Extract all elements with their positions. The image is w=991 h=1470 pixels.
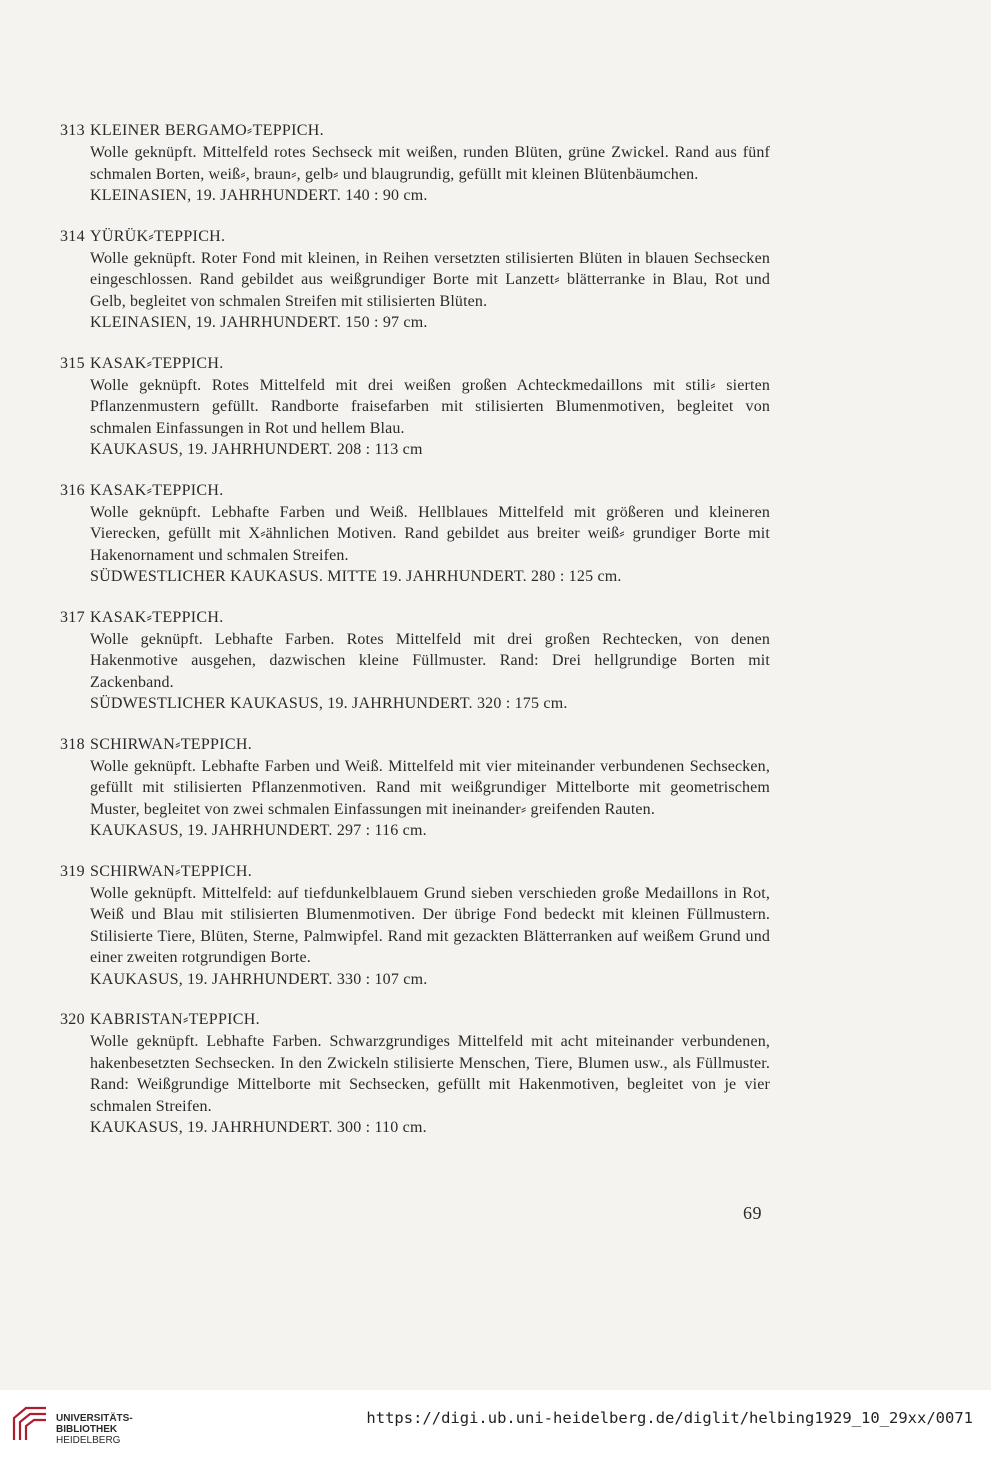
catalog-entry <box>60 734 770 842</box>
entry-description: Wolle geknüpft. Mittelfeld rotes Sechseck mit weißen, runden Blüten, grüne Zwickel. Rand aus fünf schmalen Borten, weiß⸗, braun⸗, gelb⸗ und blaugrundig, gefüllt mit kleinen Blütenbäumchen. <box>90 144 770 183</box>
entry-number: 316 <box>60 481 85 499</box>
library-name <box>56 1413 133 1446</box>
catalog-entry <box>60 861 770 991</box>
permalink-url[interactable]: https://digi.ub.uni-heidelberg.de/diglit/helbing1929_10_29xx/0071 <box>366 1409 973 1427</box>
entry-heading <box>60 226 770 248</box>
catalog-entry <box>60 226 770 334</box>
entry-title: KABRISTAN⸗TEPPICH. <box>90 1011 260 1028</box>
page-number: 69 <box>743 1203 762 1223</box>
entry-number: 313 <box>60 122 85 139</box>
entry-description: Wolle geknüpft. Lebhafte Farben und Weiß. Hellblaues Mittelfeld mit größeren und kleineren Vierecken, gefüllt mit X⸗ähnlichen Motiven. Rand gebildet aus breiter weiß⸗ grundiger Borte mit Hakenornament und schmalen Streifen. <box>90 503 770 564</box>
footer-bar <box>0 1390 991 1470</box>
entry-origin: KLEINASIEN, 19. JAHRHUNDERT. 150 : 97 cm. <box>90 314 428 331</box>
catalog-entry <box>60 607 770 715</box>
entry-number: 319 <box>60 862 85 880</box>
entry-origin: KLEINASIEN, 19. JAHRHUNDERT. 140 : 90 cm. <box>90 187 428 204</box>
university-library-logo-icon <box>10 1404 50 1449</box>
entry-heading <box>60 607 770 629</box>
entry-number: 315 <box>60 354 85 372</box>
entry-description: Wolle geknüpft. Mittelfeld: auf tiefdunkelblauem Grund sieben verschieden große Medaillons in Rot, Weiß und Blau mit stilisierten Blumenmotiven. Der übrige Fond bedeckt mit kleinen Füllmustern. Stilisierte Tiere, Blüten, Sterne, Palmwipfel. Rand mit gezackten Blätterranken auf weißem Grund und einer zweiten rotgrundigen Borte. <box>90 884 770 966</box>
entry-number: 320 <box>60 1011 85 1028</box>
entries-list <box>60 120 770 1158</box>
entry-number: 318 <box>60 735 85 753</box>
catalog-entry <box>60 120 770 207</box>
entry-heading <box>60 734 770 756</box>
entry-heading <box>60 353 770 375</box>
entry-origin: KAUKASUS, 19. JAHRHUNDERT. 297 : 116 cm. <box>90 822 427 839</box>
library-line-3: HEIDELBERG <box>56 1435 121 1446</box>
catalog-entry <box>60 480 770 588</box>
entry-description: Wolle geknüpft. Lebhafte Farben. Rotes Mittelfeld mit drei großen Rechtecken, von denen Hakenmotive ausgehen, dazwischen kleine Füllmuster. Rand: Drei hellgrundige Borten mit Zackenband. <box>90 630 770 691</box>
entry-origin: KAUKASUS, 19. JAHRHUNDERT. 208 : 113 cm <box>90 441 423 458</box>
library-line-2: BIBLIOTHEK <box>56 1424 118 1435</box>
entry-title: KASAK⸗TEPPICH. <box>90 481 224 499</box>
entry-heading <box>60 480 770 502</box>
entry-title: KASAK⸗TEPPICH. <box>90 354 224 372</box>
entry-origin: KAUKASUS, 19. JAHRHUNDERT. 330 : 107 cm. <box>90 970 428 988</box>
entry-title: KASAK⸗TEPPICH. <box>90 608 224 626</box>
catalog-entry <box>60 353 770 461</box>
entry-description: Wolle geknüpft. Rotes Mittelfeld mit drei weißen großen Achteckmedaillons mit stili⸗ sierten Pflanzenmustern gefüllt. Randborte fraisefarben mit stilisierten Blumenmotiven, begleitet von schmalen Einfassungen in Rot und hellem Blau. <box>90 376 770 437</box>
entry-title: KLEINER BERGAMO⸗TEPPICH. <box>90 122 324 139</box>
catalog-entry <box>60 1009 770 1139</box>
entry-heading <box>60 1009 770 1031</box>
entry-number: 314 <box>60 227 85 245</box>
entry-description: Wolle geknüpft. Lebhafte Farben und Weiß. Mittelfeld mit vier miteinander verbundenen Sechsecken, gefüllt mit stilisierten Pflanzenmotiven. Rand mit weißgrundiger Mittelborte mit geometrischem Muster, begleitet von zwei schmalen Einfassungen mit ineinander⸗ greifenden Rauten. <box>90 757 770 818</box>
entry-title: SCHIRWAN⸗TEPPICH. <box>90 735 253 753</box>
entry-heading <box>60 120 770 142</box>
entry-description: Wolle geknüpft. Lebhafte Farben. Schwarzgrundiges Mittelfeld mit acht miteinander verbundenen, hakenbesetzten Sechsecken. In den Zwickeln stilisierte Menschen, Tiere, Blumen usw., als Füllmuster. Rand: Weißgrundige Mittelborte mit Sechsecken, gefüllt mit Hakenmotiven, begleitet von je vier schmalen Streifen. <box>90 1033 770 1115</box>
entry-heading <box>60 861 770 883</box>
entry-title: SCHIRWAN⸗TEPPICH. <box>90 862 253 880</box>
entry-origin: SÜDWESTLICHER KAUKASUS. MITTE 19. JAHRHUNDERT. 280 : 125 cm. <box>90 568 622 585</box>
library-line-1: UNIVERSITÄTS- <box>56 1413 133 1424</box>
entry-number: 317 <box>60 608 85 626</box>
entry-origin: SÜDWESTLICHER KAUKASUS, 19. JAHRHUNDERT. 320 : 175 cm. <box>90 695 568 712</box>
entry-description: Wolle geknüpft. Roter Fond mit kleinen, in Reihen versetzten stilisierten Blüten in blauen Sechsecken eingeschlossen. Rand gebildet aus weißgrundiger Borte mit Lanzett⸗ blätterranke in Blau, Rot und Gelb, begleitet von schmalen Streifen mit stilisierten Blüten. <box>90 249 770 310</box>
entry-origin: KAUKASUS, 19. JAHRHUNDERT. 300 : 110 cm. <box>90 1119 427 1136</box>
entry-title: YÜRÜK⸗TEPPICH. <box>90 227 226 245</box>
